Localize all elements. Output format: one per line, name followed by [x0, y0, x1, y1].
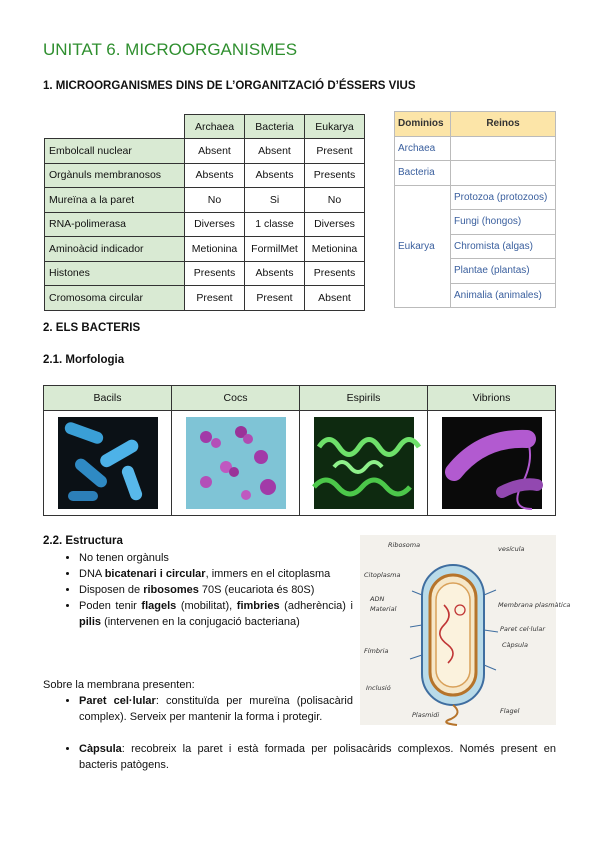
col-header: Reinos [451, 112, 556, 137]
diagram-label: Plasmidi [412, 711, 440, 719]
diagram-label: Inclusió [366, 684, 391, 692]
diagram-label: vesícula [498, 545, 525, 553]
section-1-heading: 1. MICROORGANISMES DINS DE L’ORGANITZACIÓ D’ÉSSERS VIUS [43, 80, 416, 92]
kingdom-cell: Chromista (algas) [451, 234, 556, 259]
cell: Present [305, 139, 365, 164]
cell: Diverses [185, 212, 245, 237]
cell: Metionina [305, 237, 365, 262]
cell: Presents [185, 261, 245, 286]
list-item: • Càpsula: recobreix la paret i està formada per polisacàrids complexos. Només present en bacteris patògens. [79, 741, 556, 773]
domains-properties-table [44, 114, 365, 311]
bacilli-image [58, 417, 158, 509]
col-header: Bacils [44, 386, 172, 411]
list-item: • No tenen orgànuls [79, 550, 353, 566]
cell: Diverses [305, 212, 365, 237]
domain-cell: Bacteria [395, 161, 451, 186]
row-label: Orgànuls membranosos [45, 163, 185, 188]
cell: Absents [245, 163, 305, 188]
spirilla-image [314, 417, 414, 509]
cell: Present [185, 286, 245, 311]
list-item: • DNA bicatenari i circular, immers en el citoplasma [79, 566, 353, 582]
list-item: • Paret cel·lular: constituïda per mureïna (polisacàrid complex). Serveix per mantenir la forma i protegir. [79, 693, 353, 725]
diagram-label: Citoplasma [364, 571, 401, 579]
diagram-label: Paret cel·lular [500, 625, 546, 633]
row-label: Mureïna a la paret [45, 188, 185, 213]
row-label: Cromosoma circular [45, 286, 185, 311]
page-title: UNITAT 6. MICROORGANISMES [43, 40, 298, 59]
table-row [45, 237, 365, 262]
cell: FormilMet [245, 237, 305, 262]
kingdom-cell: Fungi (hongos) [451, 210, 556, 235]
col-header: Cocs [172, 386, 300, 411]
table-row [45, 163, 365, 188]
section-2-2-heading: 2.2. Estructura [43, 535, 123, 547]
table-row [45, 286, 365, 311]
cell: No [185, 188, 245, 213]
membrane-list-2 [43, 741, 556, 773]
cell: Absent [245, 139, 305, 164]
cell: Absents [185, 163, 245, 188]
row-label: Embolcall nuclear [45, 139, 185, 164]
section-2-heading: 2. ELS BACTERIS [43, 322, 141, 334]
kingdom-cell: Animalia (animales) [451, 283, 556, 308]
cell: Absent [305, 286, 365, 311]
membrane-list [43, 693, 353, 725]
table-corner [45, 115, 185, 139]
vibrio-image [442, 417, 542, 509]
list-item: • Disposen de ribosomes 70S (eucariota és 80S) [79, 582, 353, 598]
table-row [45, 212, 365, 237]
morphology-table [43, 385, 556, 516]
cell: Present [245, 286, 305, 311]
cell: No [305, 188, 365, 213]
table-row [45, 188, 365, 213]
cocci-image [186, 417, 286, 509]
cell: Si [245, 188, 305, 213]
col-header: Eukarya [305, 115, 365, 139]
kingdoms-table [394, 111, 556, 308]
col-header: Dominios [395, 112, 451, 137]
row-label: Aminoàcid indicador [45, 237, 185, 262]
section-2-1-heading: 2.1. Morfologia [43, 354, 125, 366]
col-header: Bacteria [245, 115, 305, 139]
kingdom-cell: Plantae (plantas) [451, 259, 556, 284]
cell: Metionina [185, 237, 245, 262]
diagram-label: Material [370, 605, 397, 613]
list-item: • Poden tenir flagels (mobilitat), fimbries (adherència) i pilis (intervenen en la conjugació bacteriana) [79, 598, 353, 630]
diagram-label: Fímbria [364, 647, 389, 655]
col-header: Archaea [185, 115, 245, 139]
diagram-label: Càpsula [502, 641, 528, 649]
membrane-intro: Sobre la membrana presenten: [43, 679, 195, 691]
cell: Presents [305, 163, 365, 188]
col-header: Espirils [300, 386, 428, 411]
table-row [45, 261, 365, 286]
row-label: Histones [45, 261, 185, 286]
diagram-label: Ribosoma [388, 541, 421, 549]
diagram-label: Flagel [500, 707, 520, 715]
cell: Presents [305, 261, 365, 286]
domain-cell: Archaea [395, 136, 451, 161]
table-row [45, 139, 365, 164]
diagram-label: Membrana plasmàtica [498, 601, 571, 609]
bacterium-diagram [360, 535, 571, 725]
diagram-label: ADN [370, 595, 385, 603]
domain-cell: Eukarya [395, 185, 451, 308]
cell: Absent [185, 139, 245, 164]
cell: 1 classe [245, 212, 305, 237]
cell: Absents [245, 261, 305, 286]
col-header: Vibrions [428, 386, 556, 411]
structure-list [43, 550, 353, 630]
kingdom-cell: Protozoa (protozoos) [451, 185, 556, 210]
row-label: RNA-polimerasa [45, 212, 185, 237]
